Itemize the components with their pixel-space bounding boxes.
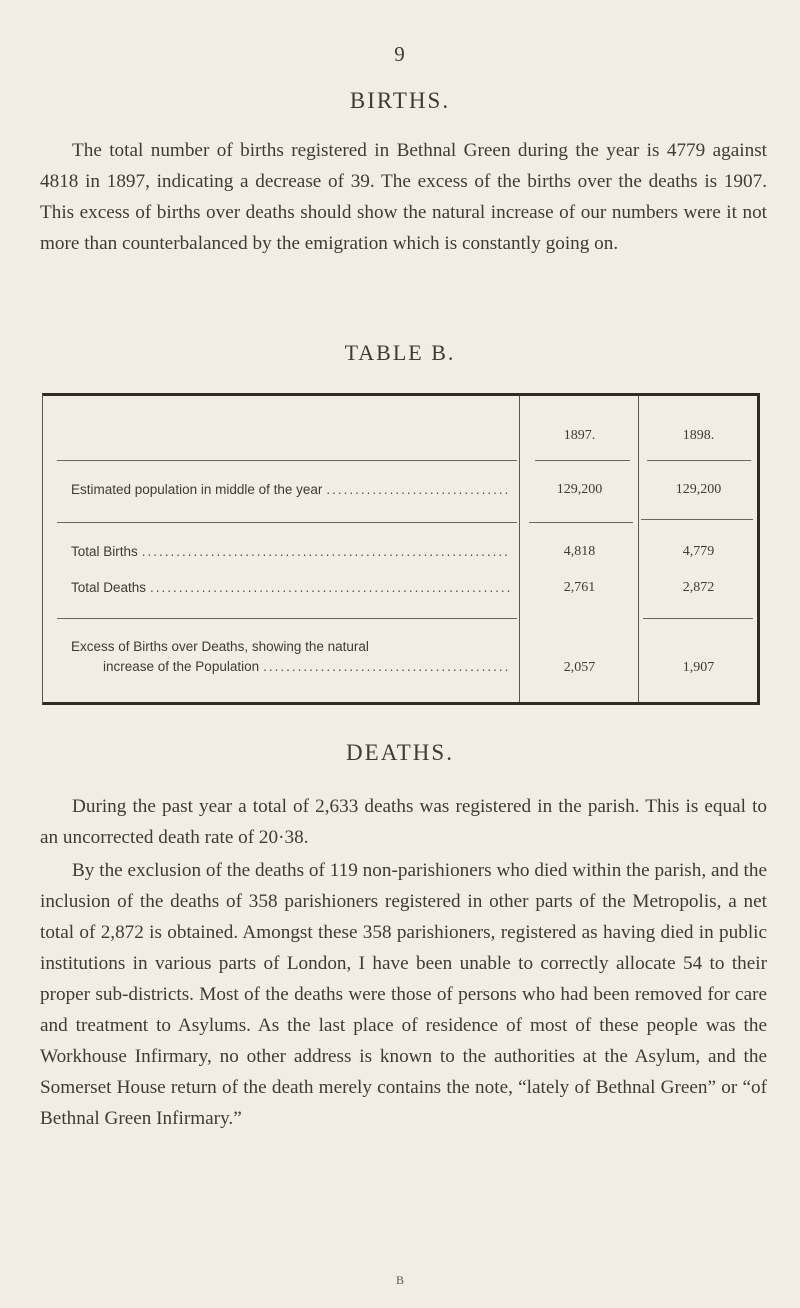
births-heading: BIRTHS. [349, 88, 451, 113]
table-cell: 4,818 [563, 544, 596, 559]
table-row-label: Excess of Births over Deaths, showing the natural increase of the Population ..... [71, 637, 511, 677]
table-b [42, 393, 760, 705]
row-divider [57, 618, 517, 619]
row-divider [57, 460, 517, 461]
row-divider [535, 460, 630, 461]
births-paragraph: The total number of births registered in Bethnal Green during the year is 4779 against 4818 in 1897, indicating a decrease of 39. The excess of the births over the deaths is 1907. This excess of births over deaths should show the natural increase of our numbers were it not more than counterbalanced by the emigration which is constantly going on. [40, 140, 767, 254]
row-divider [643, 618, 753, 619]
signature-mark: B [395, 1273, 404, 1287]
row-divider [641, 519, 753, 520]
deaths-paragraph: By the exclusion of the deaths of 119 non-parishioners who died within the parish, and the inclusion of the deaths of 358 parishioners registered in other parts of the Metropolis, a net total of 2,872 is obtained. Amongst these 358 parishioners, registered as having died in public institutions in various parts of London, I have been unable to correctly allocate 54 to their proper sub-districts. Most of the deaths were those of persons who had been removed for care and treatment to Asylums. As the last place of residence of most of these people was the Workhouse Infirmary, no other address is known to the authorities at the Asylum, and the Somerset House return of the death merely contains the note, “lately of Bethnal Green” or “of Bethnal Green Infirmary.” [40, 860, 767, 1129]
table-row-label: Total Births ..... [71, 544, 511, 559]
table-cell: 129,200 [556, 482, 603, 497]
table-cell: 129,200 [675, 482, 722, 497]
column-header-1897: 1897. [563, 428, 596, 443]
table-cell: 2,761 [563, 580, 596, 595]
row-divider [647, 460, 751, 461]
table-cell: 4,779 [682, 544, 715, 559]
table-cell: 2,872 [682, 580, 715, 595]
table-cell: 1,907 [682, 660, 715, 675]
table-heading: TABLE B. [344, 340, 456, 365]
table-row-label: Estimated population in middle of the year ..... [71, 482, 511, 497]
page-number: 9 [394, 42, 406, 66]
row-divider [529, 522, 633, 523]
deaths-paragraph: During the past year a total of 2,633 deaths was registered in the parish. This is equal to an uncorrected death rate of 20·38. [40, 796, 767, 848]
table-row-label: Total Deaths ..... [71, 580, 511, 595]
column-header-1898: 1898. [682, 428, 715, 443]
table-cell: 2,057 [563, 660, 596, 675]
deaths-heading: DEATHS. [346, 740, 454, 765]
row-divider [57, 522, 517, 523]
